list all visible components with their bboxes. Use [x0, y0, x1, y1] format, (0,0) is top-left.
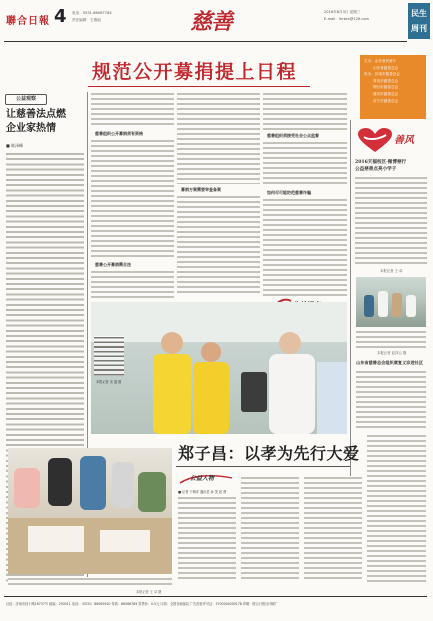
shanfeng-credit: 本报记者 王 卓	[380, 269, 403, 273]
editor: 责任编辑：王瑞姐	[72, 18, 101, 22]
sponsor-item: 青岛市慈善总会	[373, 78, 399, 83]
sponsor-item: 潍坊市慈善总会	[373, 91, 399, 96]
shanfeng-news-title	[355, 160, 427, 173]
main-article-col-3	[263, 92, 347, 296]
issue-date: 2016年8月3日 星期三	[324, 10, 361, 14]
paper-name: 聯合日報	[6, 16, 50, 27]
feature-headline: 郑子昌：以孝为先行大爱	[178, 444, 360, 463]
footer-rule	[4, 596, 427, 597]
subhead-2: 慈善公开募捐需合法	[95, 262, 131, 267]
shanfeng-title-line1: 2016天福校区·微博慈行	[355, 160, 407, 165]
badge-line-2: 周刊	[411, 23, 427, 33]
sponsor-item: 济宁市慈善总会	[373, 98, 399, 103]
masthead	[0, 0, 433, 46]
headline-underline	[88, 86, 310, 87]
right-photo-credit: 本报记者 赵泽云 摄	[377, 351, 407, 355]
badge-line-1: 民生	[411, 8, 427, 18]
text-block	[263, 198, 347, 298]
text-block	[91, 139, 174, 259]
right-news-headline: 山东省慈善总会组织康复义诊进社区	[356, 360, 424, 365]
center-photo	[91, 302, 347, 434]
shanfeng-logo-text: 善风	[394, 135, 414, 146]
sponsor-item: 山东省慈善总会	[373, 65, 399, 70]
text-block	[91, 270, 174, 300]
text-block	[263, 92, 347, 130]
section-logo: 慈善	[190, 9, 233, 35]
feature-byline: ■ 记者 于海洋 通讯员 孙 笑 赵 勇	[178, 490, 227, 494]
bottom-left-credit: 本报记者 王 卓 摄	[136, 590, 162, 594]
sponsor-item: 协办：济南市慈善总会	[364, 72, 400, 77]
subhead-3: 募捐方案需要审查备案	[181, 187, 221, 192]
commentary-tag: 公益观察	[5, 94, 47, 105]
text-block	[177, 195, 260, 295]
feature-column-tag: 公益人物	[178, 472, 234, 486]
center-photo-credit: 本报记者 宋 磊 摄	[96, 380, 122, 384]
right-photo	[356, 277, 426, 327]
heart-icon	[358, 128, 392, 154]
main-article-col-2	[177, 92, 260, 296]
commentary-title-line1: 让慈善法点燃	[6, 109, 66, 120]
subhead-1: 慈善组织公开募捐须有资格	[95, 131, 143, 136]
main-article-col-1	[91, 92, 174, 296]
feature-rule	[176, 466, 350, 467]
subhead-4: 慈善组织须接受社会公众监督	[267, 133, 319, 138]
masthead-rule	[4, 41, 407, 42]
commentary-title	[6, 108, 86, 136]
shanfeng-logo	[358, 128, 426, 156]
sponsor-item: 主办：山东省民政厅	[364, 59, 397, 63]
right-news-body	[356, 370, 426, 430]
text-block	[177, 92, 260, 184]
side-badge	[408, 3, 430, 39]
subhead-5: 如何尽可能防范慈善诈骗	[267, 190, 311, 195]
sponsor-item: 烟台市慈善总会	[373, 85, 399, 90]
main-headline: 规范公开募捐提上日程	[92, 61, 298, 83]
sponsor-box	[360, 55, 426, 119]
shanfeng-title-line2: 公益慈善点亮小学子	[355, 166, 397, 172]
commentary-title-line2: 企业家热情	[6, 123, 56, 134]
bottom-left-photo	[8, 448, 172, 574]
phone: 电话：0531-86067763	[72, 11, 112, 15]
page-number: 4	[54, 6, 67, 27]
feature-body	[178, 496, 426, 582]
center-photo-caption	[94, 336, 124, 376]
bottom-left-caption	[8, 577, 172, 587]
text-block	[91, 92, 174, 128]
commentary-author: ■ 陈泽峰	[6, 143, 24, 148]
footer-info: 社址：济南市经十路16737号 邮编：250011 电话：（0531）86065910 传真：86066789 零售价：0.5元 订阅：全国各地邮局 广告经营许可证：3700004000178 印刷：联合日报社印刷厂	[6, 602, 278, 606]
text-block	[263, 141, 347, 187]
shanfeng-body	[355, 176, 427, 266]
email: E-mail：lhrbcs@126.com	[324, 17, 370, 21]
right-photo-caption	[356, 330, 426, 348]
